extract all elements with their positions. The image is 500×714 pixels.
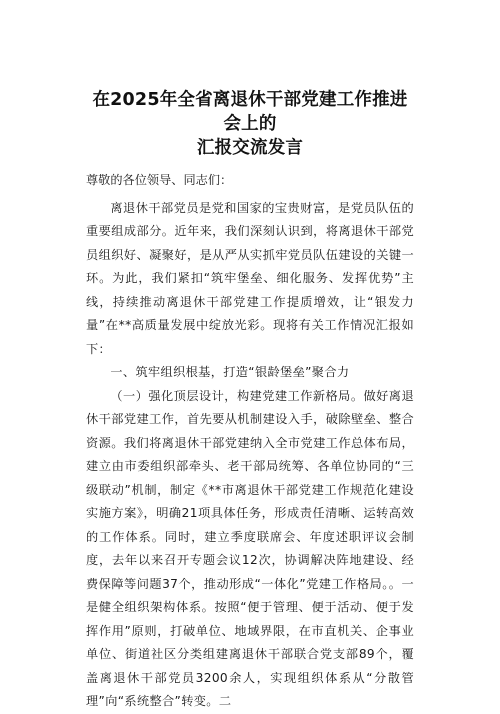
document-title: [86, 88, 414, 160]
title-line-1: 在2025年全省离退休干部党建工作推进会上的: [92, 90, 408, 134]
salutation: 尊敬的各位领导、同志们：: [86, 173, 233, 187]
intro-paragraph: 离退休干部党员是党和国家的宝贵财富，是党员队伍的重要组成部分。近年来，我们深刻认识到，将离退休干部党员组织好、凝聚好，是从严从实抓牢党员队伍建设的关键一环。为此，我们紧扣“筑牢堡垒、细化服务、发挥优势”主线，持续推动离退休干部党建工作提质增效，让“银发力量”在**高质量发展中绽放光彩。现将有关工作情况汇报如下：: [86, 200, 414, 356]
title-line-2: 汇报交流发言: [196, 138, 304, 158]
section-heading-1: 一、筑牢组织根基，打造“银龄堡垒”聚合力: [110, 365, 350, 379]
body-paragraph-1: （一）强化顶层设计，构建党建工作新格局。做好离退休干部党建工作，首先要从机制建设入手，破除壁垒、整合资源。我们将离退休干部党建纳入全市党建工作总体布局，建立由市委组织部牵头、老干部局统筹、各单位协同的“三级联动”机制，制定《**市离退休干部党建工作规范化建设实施方案》，明确21项具体任务，形成责任清晰、运转高效的工作体系。同时，建立季度联席会、年度述职评议会制度，去年以来召开专题会议12次，协调解决阵地建设、经费保障等问题37个，推动形成“一体化”党建工作格局。。一是健全组织架构体系。按照“便于管理、便于活动、便于发挥作用”原则，打破单位、地域界限，在市直机关、企事业单位、街道社区分类组建离退休干部联合党支部89个，覆盖离退休干部党员3200余人，实现组织体系从“分散管理”向“系统整合”转变。二: [86, 388, 414, 708]
